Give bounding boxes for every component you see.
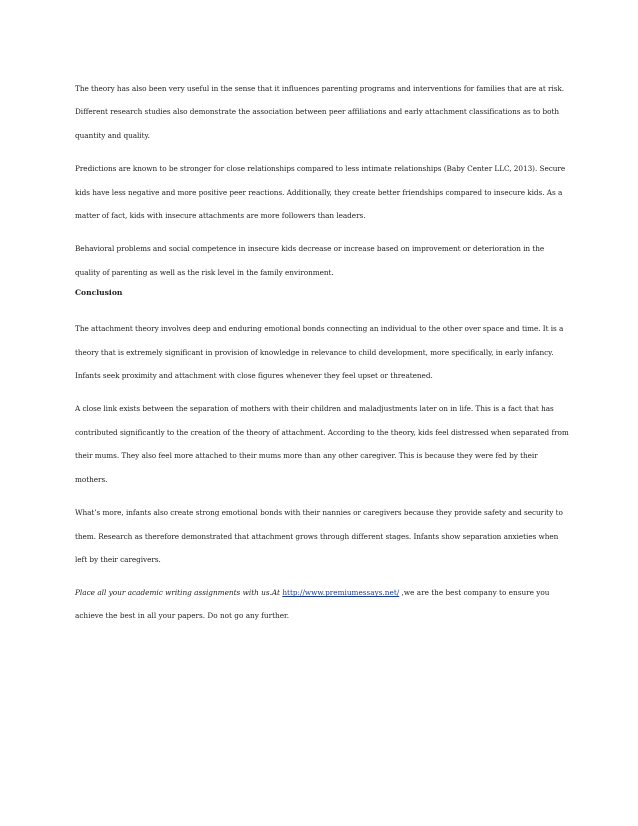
document-page — [75, 77, 569, 627]
closing-italic-text: Place all your academic writing assignments with us.At — [75, 588, 280, 598]
paragraph-parenting-programs: The theory has also been very useful in the sense that it influences parenting programs and interventions for families that are at risk. Different research studies also demonstrate the association between peer affiliations and early attachment classifications as to both quantity and quality. — [75, 84, 565, 140]
paragraph-predictions: Predictions are known to be stronger for close relationships compared to less intimate relationships (Baby Center LLC, 2013). Secure kids have less negative and more positive peer reactions. Additionally, they create better friendships compared to insecure kids. As a matter of fact, kids with insecure attachments are more followers than leaders. — [75, 164, 566, 221]
closing-paragraph — [75, 581, 569, 627]
closing-after-text: ,we are the best company to ensure you achieve the best in all your papers. Do not go any further. — [75, 588, 550, 621]
premiumessays-link[interactable]: http://www.premiumessays.net/ — [282, 588, 400, 598]
paragraph-separation: A close link exists between the separation of mothers with their children and maladjustments later on in life. This is a fact that has contributed significantly to the creation of the theory of attachment. According to the theory, kids feel distressed when separated from their mums. They also feel more attached to their mums more than any other caregiver. This is because they were fed by their mothers. — [75, 404, 569, 484]
paragraph-behavioral-problems: Behavioral problems and social competence in insecure kids decrease or increase based on improvement or deterioration in the quality of parenting as well as the risk level in the family environment. — [75, 244, 545, 277]
conclusion-heading: Conclusion — [75, 288, 123, 298]
paragraph-emotional-bonds: What’s more, infants also create strong emotional bonds with their nannies or caregivers because they provide safety and security to them. Research as therefore demonstrated that attachment grows through different stages. Infants show separation anxieties when left by their caregivers. — [75, 508, 563, 564]
paragraph-attachment-theory: The attachment theory involves deep and enduring emotional bonds connecting an individual to the other over space and time. It is a theory that is extremely significant in provision of knowledge in relevance to child development, more specifically, in early infancy. Infants seek proximity and attachment with close figures whenever they feel upset or threatened. — [75, 324, 564, 381]
